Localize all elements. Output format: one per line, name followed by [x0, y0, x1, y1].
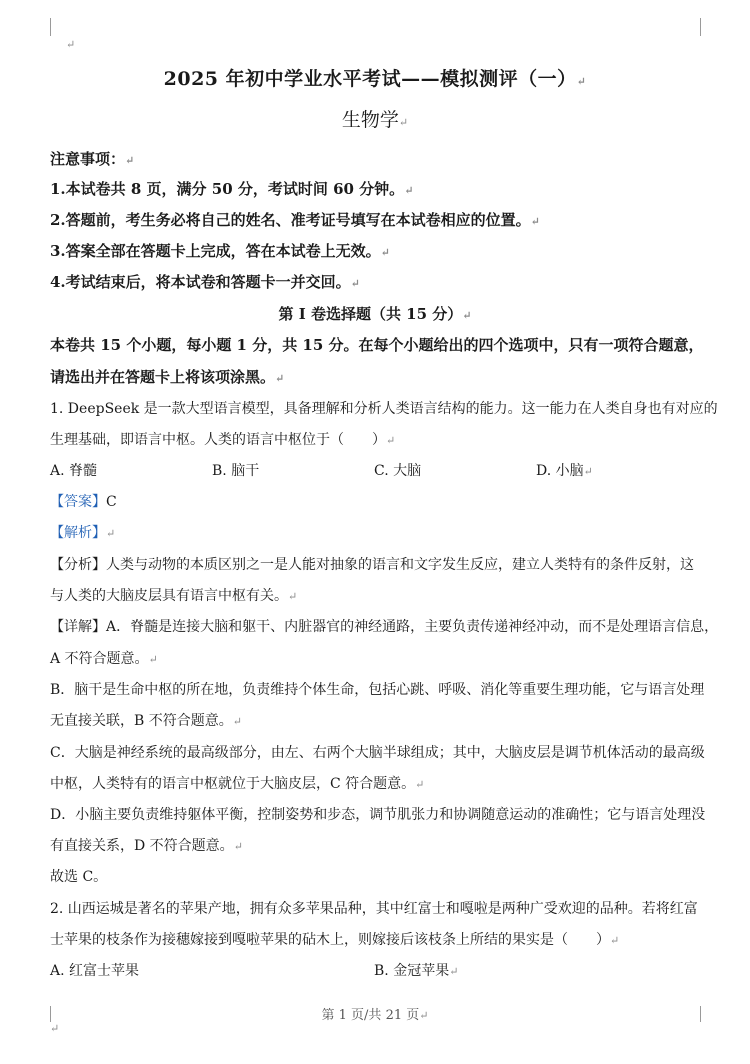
exam-subject: 生物学↵ — [341, 109, 409, 131]
question-2-stem: 士苹果的枝条作为接穗嫁接到嘎啦苹果的砧木上，则嫁接后该枝条上所结的果实是（ ）↵ — [50, 932, 620, 948]
question-1-conclusion: 故选 C。 — [50, 869, 108, 885]
question-1-option-a: A. 脊髓 — [50, 463, 98, 479]
notice-item: 4.考试结束后，将本试卷和答题卡一并交回。↵ — [50, 273, 360, 291]
paragraph-mark: ↵ — [50, 1022, 60, 1035]
question-1-stem: 1. DeepSeek 是一款大型语言模型，具备理解和分析人类语言结构的能力。这一能力在人类自身也有对应的 — [50, 401, 718, 417]
question-2-option-b: B. 金冠苹果↵ — [374, 963, 459, 979]
section-instruction: 本卷共 15 个小题，每小题 1 分，共 15 分。在每个小题给出的四个选项中，只有一项符合题意， — [50, 336, 704, 354]
question-1-xiangjie: 【详解】A．脊髓是连接大脑和躯干、内脏器官的神经通路，主要负责传递神经冲动，而不是处理语言信息， — [50, 619, 719, 635]
question-1-option-d: D. 小脑↵ — [536, 463, 593, 479]
question-1-answer: 【答案】C — [50, 494, 117, 510]
question-1-xiangjie: 中枢，人类特有的语言中枢就位于大脑皮层，C 符合题意。↵ — [50, 776, 425, 792]
section-title: 第 I 卷选择题（共 15 分）↵ — [278, 305, 472, 323]
question-1-option-b: B. 脑干 — [212, 463, 260, 479]
question-1-xiangjie: 有直接关系，D 不符合题意。↵ — [50, 838, 243, 854]
question-1-stem: 生理基础，即语言中枢。人类的语言中枢位于（ ）↵ — [50, 432, 396, 448]
question-1-jiexi-heading: 【解析】↵ — [50, 525, 116, 541]
question-2-stem: 2. 山西运城是著名的苹果产地，拥有众多苹果品种，其中红富士和嘎啦是两种广受欢迎的品种。若将红富 — [50, 901, 698, 917]
question-1-fenxi: 【分析】人类与动物的本质区别之一是人能对抽象的语言和文字发生反应，建立人类特有的条件反射，这 — [50, 557, 694, 573]
question-1-xiangjie: C．大脑是神经系统的最高级部分，由左、右两个大脑半球组成；其中，大脑皮层是调节机体活动的最高级 — [50, 745, 705, 761]
notice-item: 3.答案全部在答题卡上完成，答在本试卷上无效。↵ — [50, 242, 390, 260]
crop-mark-top-left — [50, 18, 51, 36]
question-1-xiangjie: 无直接关联，B 不符合题意。↵ — [50, 713, 242, 729]
question-1-xiangjie: D．小脑主要负责维持躯体平衡，控制姿势和步态，调节肌张力和协调随意运动的准确性；它与语言处理没 — [50, 807, 706, 823]
paragraph-mark: ↵ — [66, 38, 76, 51]
question-2-option-a: A. 红富士苹果 — [50, 963, 140, 979]
notice-heading: 注意事项：↵ — [50, 150, 135, 168]
exam-title: 2025 年初中学业水平考试——模拟测评（一）↵ — [163, 68, 587, 90]
question-1-xiangjie: B．脑干是生命中枢的所在地，负责维持个体生命，包括心跳、呼吸、消化等重要生理功能，它与语言处理 — [50, 682, 705, 698]
question-1-fenxi: 与人类的大脑皮层具有语言中枢有关。↵ — [50, 588, 298, 604]
page-footer: 第 1 页/共 21 页↵ — [321, 1008, 429, 1023]
section-instruction: 请选出并在答题卡上将该项涂黑。↵ — [50, 368, 285, 386]
notice-item: 1.本试卷共 8 页，满分 50 分，考试时间 60 分钟。↵ — [50, 180, 414, 198]
crop-mark-top-right — [700, 18, 701, 36]
question-1-option-c: C. 大脑 — [374, 463, 422, 479]
question-1-xiangjie: A 不符合题意。↵ — [50, 651, 158, 667]
notice-item: 2.答题前，考生务必将自己的姓名、准考证号填写在本试卷相应的位置。↵ — [50, 211, 540, 229]
